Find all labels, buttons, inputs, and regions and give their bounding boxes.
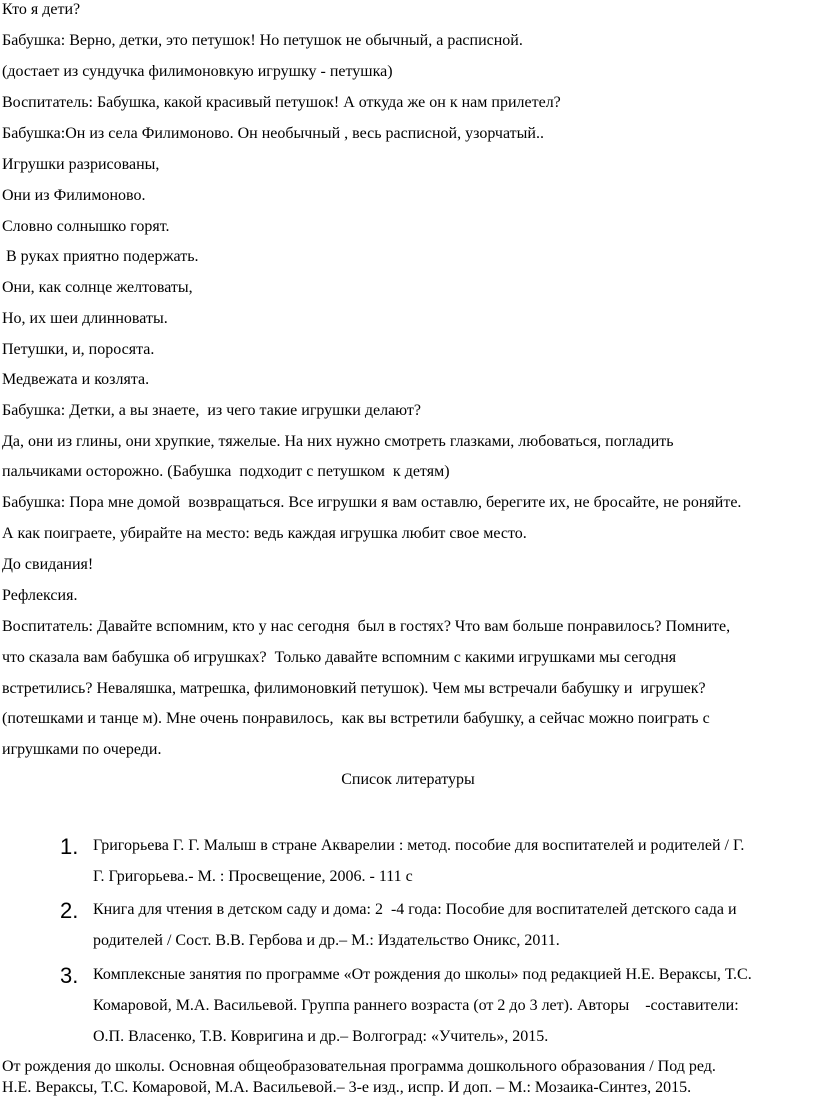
body-line: Бабушка: Пора мне домой возвращаться. Все игрушки я вам оставлю, берегите их, не бросайте, не роняйте. [2, 494, 742, 511]
body-line: Медвежата и козлята. [2, 371, 150, 388]
body-line: Они, как солнце желтоваты, [2, 279, 193, 296]
footer-line: Н.Е. Вераксы, Т.С. Комаровой, М.А. Васильевой.– 3-е изд., испр. И доп. – М.: Мозаика-Синтез, 2015. [2, 1079, 692, 1096]
body-line: Воспитатель: Бабушка, какой красивый петушок! А откуда же он к нам прилетел? [2, 94, 561, 111]
reference-number: 3. [60, 963, 79, 988]
body-line: Бабушка:Он из села Филимоново. Он необычный , весь расписной, узорчатый.. [2, 125, 544, 142]
body-line: В руках приятно подержать. [2, 248, 199, 265]
body-line: До свидания! [2, 556, 94, 573]
body-line: Бабушка: Детки, а вы знаете, из чего такие игрушки делают? [2, 402, 421, 419]
footer-line: От рождения до школы. Основная общеобразовательная программа дошкольного образования / Под ред. [2, 1058, 716, 1075]
body-line: Бабушка: Верно, детки, это петушок! Но петушок не обычный, а расписной. [2, 32, 523, 49]
reference-number: 2. [60, 898, 79, 923]
body-line: (потешками и танце м). Мне очень понравилось, как вы встретили бабушку, а сейчас можно поиграть с [2, 710, 710, 727]
body-line: что сказала вам бабушка об игрушках? Только давайте вспомним с какими игрушками мы сегодня [2, 649, 677, 666]
body-line: (достает из сундучка филимоновкую игрушку - петушка) [2, 63, 393, 80]
body-line: Рефлексия. [2, 587, 78, 604]
reference-line: Г. Григорьева.- М. : Просвещение, 2006. - 111 с [93, 868, 413, 885]
reference-line: Комаровой, М.А. Васильевой. Группа раннего возраста (от 2 до 3 лет). Авторы -составители: [93, 997, 739, 1014]
body-line: Кто я дети? [2, 1, 81, 18]
body-line: Петушки, и, поросята. [2, 341, 155, 358]
body-line: Да, они из глины, они хрупкие, тяжелые. На них нужно смотреть глазками, любоваться, погладить [2, 433, 674, 450]
reference-number: 1. [60, 834, 79, 859]
body-line: встретились? Неваляшка, матрешка, филимоновкий петушок). Чем мы встречали бабушку и игрушек? [2, 680, 706, 697]
body-line: Но, их шеи длинноваты. [2, 310, 168, 327]
body-line: А как поиграете, убирайте на место: ведь каждая игрушка любит свое место. [2, 525, 527, 542]
reference-line: родителей / Сост. В.В. Гербова и др.– М.: Издательство Оникс, 2011. [93, 932, 560, 949]
body-line: Игрушки разрисованы, [2, 156, 160, 173]
body-line: пальчиками осторожно. (Бабушка подходит с петушком к детям) [2, 463, 450, 480]
body-line: игрушками по очереди. [2, 741, 162, 758]
reference-line: Книга для чтения в детском саду и дома: 2 -4 года: Пособие для воспитателей детского сада и [93, 901, 737, 918]
reference-line: Комплексные занятия по программе «От рождения до школы» под редакцией Н.Е. Вераксы, Т.С. [93, 966, 752, 983]
body-line: Воспитатель: Давайте вспомним, кто у нас сегодня был в гостях? Что вам больше понравилось? Помните, [2, 618, 731, 635]
reference-line: Григорьева Г. Г. Малыш в стране Акварелии : метод. пособие для воспитателей и родителей / Г. [93, 837, 745, 854]
body-line: Словно солнышко горят. [2, 218, 170, 235]
body-line: Они из Филимоново. [2, 187, 146, 204]
reference-line: О.П. Власенко, Т.В. Ковригина и др.– Волгоград: «Учитель», 2015. [93, 1028, 549, 1045]
references-title: Список литературы [341, 771, 475, 788]
